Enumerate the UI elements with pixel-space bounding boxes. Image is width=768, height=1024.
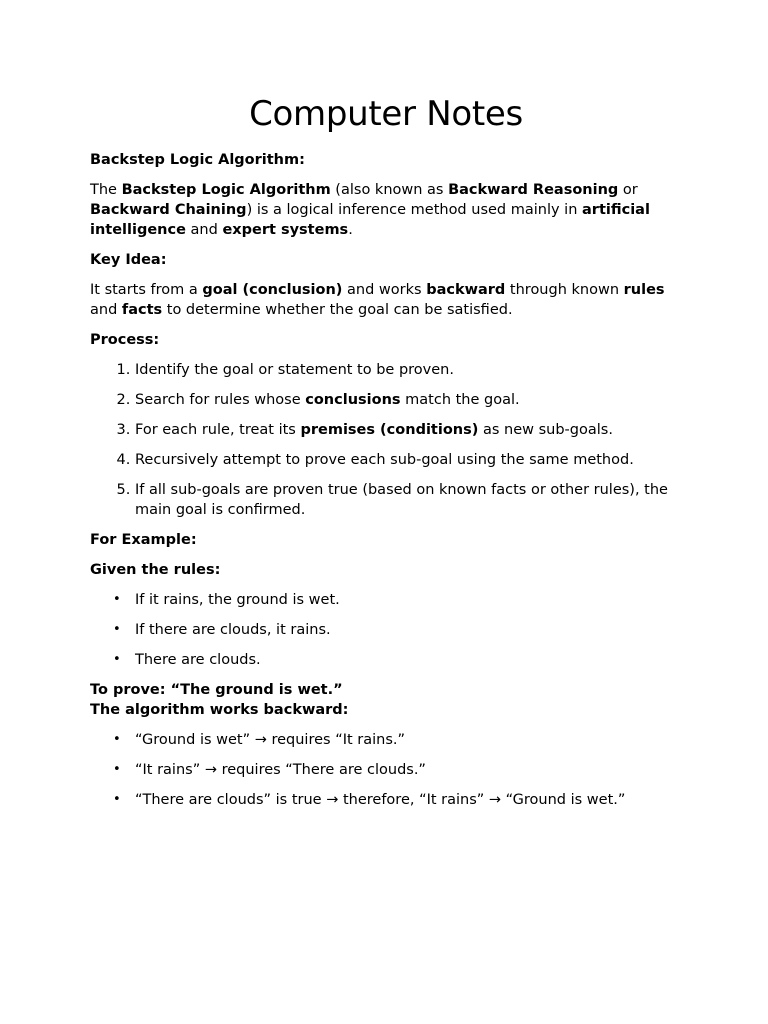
key-idea-bold-term: goal (conclusion) — [202, 282, 343, 298]
rule-item: • If there are clouds, it rains. — [135, 620, 682, 640]
section-heading-key-idea: Key Idea: — [90, 252, 167, 268]
intro-bold-term: Backward Reasoning — [448, 182, 619, 198]
key-idea-bold-term: backward — [426, 282, 506, 298]
section-heading-backstep: Backstep Logic Algorithm: — [90, 152, 305, 168]
intro-text: ) is a logical inference method used mainly in — [246, 202, 583, 218]
intro-text: or — [618, 182, 638, 198]
backward-step-item: • “There are clouds” is true → therefore, “It rains” → “Ground is wet.” — [135, 790, 682, 810]
intro-bold-term: Backstep Logic Algorithm — [121, 182, 331, 198]
process-step — [135, 450, 682, 470]
key-idea-text: and — [90, 302, 122, 318]
process-step-bold: premises (conditions) — [300, 422, 479, 438]
backward-step-item: • “It rains” → requires “There are clouds.” — [135, 760, 682, 780]
intro-text: The — [90, 182, 122, 198]
intro-text: . — [348, 222, 353, 238]
works-backward-heading: The algorithm works backward: — [90, 702, 349, 718]
intro-bold-term: Backward Chaining — [90, 202, 247, 218]
key-idea-bold-term: facts — [121, 302, 163, 318]
section-heading-given-rules: Given the rules: — [90, 562, 221, 578]
process-step-text: match the goal. — [400, 392, 520, 408]
key-idea-bold-term: rules — [623, 282, 665, 298]
key-idea-text: and works — [342, 282, 427, 298]
process-step — [135, 360, 682, 380]
intro-text: (also known as — [330, 182, 449, 198]
rule-item: • There are clouds. — [135, 650, 682, 670]
key-idea-text: It starts from a — [90, 282, 203, 298]
process-step — [135, 420, 682, 440]
process-step-text: as new sub-goals. — [478, 422, 613, 438]
rules-list — [90, 590, 682, 670]
intro-paragraph — [90, 180, 682, 240]
key-idea-text: to determine whether the goal can be satisfied. — [162, 302, 513, 318]
process-step — [135, 480, 682, 520]
backward-step-item: • “Ground is wet” → requires “It rains.” — [135, 730, 682, 750]
process-list — [90, 360, 682, 520]
to-prove-heading: To prove: “The ground is wet.” — [90, 682, 343, 698]
section-heading-example: For Example: — [90, 532, 197, 548]
intro-bold-term: artificial intelligence — [90, 202, 650, 238]
process-step-text: Recursively attempt to prove each sub-goal using the same method. — [135, 452, 634, 468]
process-step-bold: conclusions — [305, 392, 401, 408]
key-idea-paragraph — [90, 280, 682, 320]
process-step-text: For each rule, treat its — [135, 422, 301, 438]
backward-steps-list — [90, 730, 682, 810]
key-idea-text: through known — [505, 282, 624, 298]
process-step-text: If all sub-goals are proven true (based on known facts or other rules), the main goal is confirmed. — [135, 482, 668, 518]
section-heading-process: Process: — [90, 332, 160, 348]
process-step-text: Search for rules whose — [135, 392, 306, 408]
process-step — [135, 390, 682, 410]
rule-item: • If it rains, the ground is wet. — [135, 590, 682, 610]
process-step-text: Identify the goal or statement to be proven. — [135, 362, 454, 378]
intro-bold-term: expert systems — [222, 222, 349, 238]
intro-text: and — [185, 222, 223, 238]
document-page — [90, 90, 682, 820]
document-title: Computer Notes — [249, 94, 523, 134]
